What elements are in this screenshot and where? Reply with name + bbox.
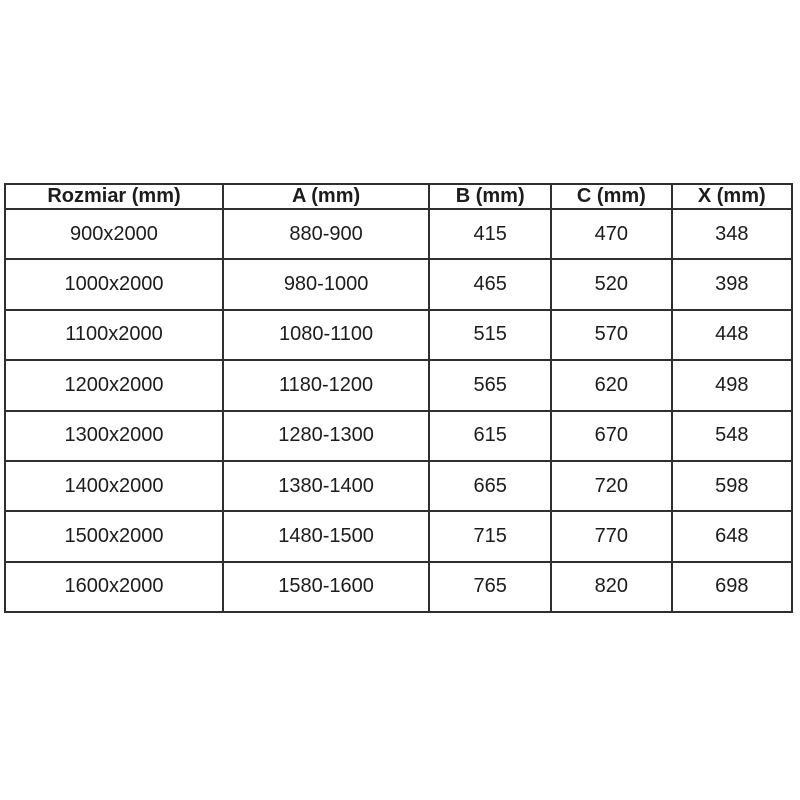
table-row xyxy=(5,209,792,259)
cell-a: 1380-1400 xyxy=(223,461,429,511)
cell-a: 1180-1200 xyxy=(223,360,429,410)
cell-x: 398 xyxy=(672,259,792,309)
cell-c: 720 xyxy=(551,461,671,511)
cell-c: 820 xyxy=(551,562,671,612)
column-header-a: A (mm) xyxy=(223,184,429,209)
cell-rozmiar: 1600x2000 xyxy=(5,562,223,612)
cell-a: 1480-1500 xyxy=(223,511,429,561)
cell-b: 665 xyxy=(429,461,551,511)
cell-x: 448 xyxy=(672,310,792,360)
column-header-x: X (mm) xyxy=(672,184,792,209)
cell-c: 570 xyxy=(551,310,671,360)
cell-rozmiar: 1300x2000 xyxy=(5,411,223,461)
table-row xyxy=(5,511,792,561)
cell-a: 880-900 xyxy=(223,209,429,259)
cell-c: 520 xyxy=(551,259,671,309)
cell-rozmiar: 1500x2000 xyxy=(5,511,223,561)
cell-rozmiar: 900x2000 xyxy=(5,209,223,259)
cell-x: 348 xyxy=(672,209,792,259)
cell-b: 415 xyxy=(429,209,551,259)
column-header-rozmiar: Rozmiar (mm) xyxy=(5,184,223,209)
cell-x: 498 xyxy=(672,360,792,410)
cell-b: 465 xyxy=(429,259,551,309)
cell-b: 765 xyxy=(429,562,551,612)
table-row xyxy=(5,411,792,461)
table-row xyxy=(5,461,792,511)
cell-a: 1580-1600 xyxy=(223,562,429,612)
cell-b: 565 xyxy=(429,360,551,410)
table-row xyxy=(5,562,792,612)
cell-rozmiar: 1100x2000 xyxy=(5,310,223,360)
cell-a: 980-1000 xyxy=(223,259,429,309)
cell-rozmiar: 1200x2000 xyxy=(5,360,223,410)
cell-b: 615 xyxy=(429,411,551,461)
cell-c: 670 xyxy=(551,411,671,461)
size-spec-table xyxy=(4,183,793,613)
cell-c: 620 xyxy=(551,360,671,410)
cell-rozmiar: 1400x2000 xyxy=(5,461,223,511)
cell-c: 770 xyxy=(551,511,671,561)
column-header-b: B (mm) xyxy=(429,184,551,209)
cell-rozmiar: 1000x2000 xyxy=(5,259,223,309)
cell-x: 698 xyxy=(672,562,792,612)
cell-x: 648 xyxy=(672,511,792,561)
cell-a: 1080-1100 xyxy=(223,310,429,360)
table-header-row xyxy=(5,184,792,209)
table-row xyxy=(5,310,792,360)
table-row xyxy=(5,259,792,309)
cell-b: 715 xyxy=(429,511,551,561)
table-row xyxy=(5,360,792,410)
cell-b: 515 xyxy=(429,310,551,360)
cell-x: 548 xyxy=(672,411,792,461)
cell-x: 598 xyxy=(672,461,792,511)
cell-a: 1280-1300 xyxy=(223,411,429,461)
cell-c: 470 xyxy=(551,209,671,259)
column-header-c: C (mm) xyxy=(551,184,671,209)
